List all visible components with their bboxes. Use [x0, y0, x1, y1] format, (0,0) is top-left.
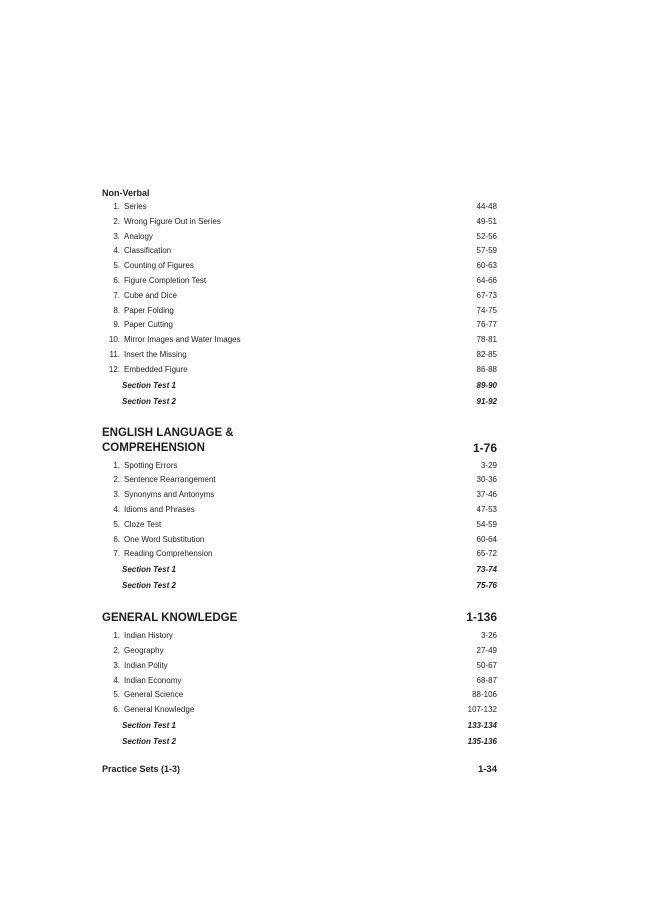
english-items	[102, 459, 497, 563]
item-label: Wrong Figure Out in Series	[124, 216, 221, 226]
section-test-row	[102, 734, 497, 750]
item-number: 4.	[113, 504, 120, 514]
list-item	[102, 304, 497, 319]
list-item	[102, 688, 497, 703]
item-label: Insert the Missing	[124, 349, 187, 359]
item-number: 6.	[113, 275, 120, 285]
list-item	[102, 244, 497, 259]
nonverbal-items	[102, 200, 497, 378]
item-pages: 64-66	[476, 275, 497, 285]
item-label: Reading Comprehension	[124, 549, 213, 559]
item-number: 6.	[113, 534, 120, 544]
list-item	[102, 473, 497, 488]
item-number: 2.	[113, 216, 120, 226]
section-test-row	[102, 394, 497, 410]
list-item	[102, 547, 497, 562]
item-pages: 68-87	[476, 675, 497, 685]
item-label: Mirror Images and Water Images	[124, 335, 241, 345]
item-number: 5.	[113, 690, 120, 700]
gk-items	[102, 629, 497, 718]
item-number: 5.	[113, 261, 120, 271]
list-item	[102, 289, 497, 304]
section-test-row	[102, 718, 497, 734]
list-item	[102, 318, 497, 333]
item-pages: 54-59	[476, 519, 497, 529]
item-number: 12.	[108, 364, 120, 374]
list-item	[102, 518, 497, 533]
list-item	[102, 348, 497, 363]
gk-pages: 1-136	[466, 610, 497, 625]
item-number: 8.	[113, 305, 120, 315]
list-item	[102, 215, 497, 230]
item-pages: 88-106	[472, 690, 497, 700]
item-pages: 60-64	[476, 534, 497, 544]
english-pages: 1-76	[472, 440, 497, 455]
section-test-row	[102, 578, 497, 594]
list-item	[102, 488, 497, 503]
list-item	[102, 459, 497, 474]
item-number: 4.	[113, 675, 120, 685]
item-pages: 3-29	[480, 460, 497, 470]
english-title-line1: ENGLISH LANGUAGE &	[102, 426, 234, 439]
section-test-label: Section Test 2	[122, 581, 176, 591]
nonverbal-heading: Non-Verbal	[102, 188, 150, 198]
english-title	[102, 426, 234, 456]
item-pages: 37-46	[476, 490, 497, 500]
item-pages: 86-88	[476, 364, 497, 374]
item-label: General Knowledge	[124, 705, 195, 715]
section-test-pages: 91-92	[476, 396, 497, 406]
item-label: Geography	[124, 645, 164, 655]
list-item	[102, 533, 497, 548]
gk-title-row	[102, 610, 497, 626]
list-item	[102, 333, 497, 348]
item-pages: 30-36	[476, 475, 497, 485]
item-label: Indian History	[124, 631, 173, 641]
section-test-label: Section Test 1	[122, 565, 176, 575]
item-label: Paper Cutting	[124, 320, 173, 330]
item-pages: 107-132	[467, 705, 497, 715]
english-tests	[102, 562, 497, 594]
item-pages: 52-56	[476, 231, 497, 241]
section-test-label: Section Test 1	[122, 720, 176, 730]
item-pages: 67-73	[476, 290, 497, 300]
item-pages: 60-63	[476, 261, 497, 271]
item-number: 7.	[113, 549, 120, 559]
item-pages: 47-53	[476, 504, 497, 514]
item-number: 11.	[109, 349, 120, 359]
item-label: Idioms and Phrases	[124, 504, 195, 514]
item-pages: 27-49	[476, 645, 497, 655]
list-item	[102, 274, 497, 289]
section-test-pages: 133-134	[467, 720, 497, 730]
item-number: 3.	[113, 231, 120, 241]
gk-title: GENERAL KNOWLEDGE	[102, 612, 238, 625]
item-label: Figure Completion Test	[124, 275, 207, 285]
item-label: Analogy	[124, 231, 153, 241]
gk-tests	[102, 718, 497, 750]
section-test-pages: 89-90	[476, 380, 497, 390]
practice-sets-label: Practice Sets (1-3)	[102, 763, 181, 774]
item-number: 2.	[113, 475, 120, 485]
nonverbal-tests	[102, 378, 497, 410]
item-label: Paper Folding	[124, 305, 174, 315]
list-item	[102, 659, 497, 674]
item-pages: 76-77	[476, 320, 497, 330]
item-pages: 78-81	[476, 335, 497, 345]
item-label: Spotting Errors	[124, 460, 178, 470]
section-test-row	[102, 378, 497, 394]
item-number: 1.	[113, 631, 120, 641]
item-number: 9.	[113, 320, 120, 330]
item-pages: 57-59	[476, 246, 497, 256]
list-item	[102, 230, 497, 245]
list-item	[102, 363, 497, 378]
item-label: Indian Polity	[124, 660, 168, 670]
item-label: One Word Substitution	[124, 534, 205, 544]
practice-sets-pages: 1-34	[477, 763, 497, 775]
list-item	[102, 503, 497, 518]
item-label: General Science	[124, 690, 184, 700]
item-pages: 49-51	[476, 216, 497, 226]
list-item	[102, 644, 497, 659]
list-item	[102, 629, 497, 644]
section-test-label: Section Test 2	[122, 396, 176, 406]
list-item	[102, 259, 497, 274]
item-label: Series	[124, 202, 147, 211]
nonverbal-section	[102, 186, 497, 410]
item-number: 7.	[113, 290, 120, 300]
item-label: Classification	[124, 246, 172, 256]
english-section	[102, 426, 497, 595]
item-label: Synonyms and Antonyms	[124, 490, 215, 500]
english-title-row	[102, 426, 497, 456]
item-number: 1.	[113, 460, 120, 470]
item-pages: 44-48	[476, 202, 497, 211]
item-label: Embedded Figure	[124, 364, 188, 374]
item-number: 10.	[108, 335, 120, 345]
section-test-pages: 73-74	[476, 565, 497, 575]
item-number: 2.	[113, 645, 120, 655]
item-number: 4.	[113, 246, 120, 256]
practice-sets-row	[102, 764, 497, 775]
item-number: 5.	[113, 519, 120, 529]
section-test-pages: 135-136	[467, 736, 497, 746]
item-label: Sentence Rearrangement	[124, 475, 216, 485]
item-label: Cube and Dice	[124, 290, 177, 300]
item-pages: 50-67	[476, 660, 497, 670]
list-item	[102, 200, 497, 215]
gk-section	[102, 610, 497, 750]
item-label: Counting of Figures	[124, 261, 194, 271]
item-pages: 82-85	[476, 349, 497, 359]
item-label: Cloze Test	[124, 519, 162, 529]
item-pages: 3-26	[480, 631, 497, 641]
table-of-contents	[102, 186, 497, 775]
item-pages: 74-75	[476, 305, 497, 315]
item-label: Indian Economy	[124, 675, 182, 685]
list-item	[102, 674, 497, 689]
list-item	[102, 703, 497, 718]
item-number: 1.	[113, 202, 120, 211]
item-number: 6.	[113, 705, 120, 715]
section-test-label: Section Test 1	[122, 380, 176, 390]
section-test-label: Section Test 2	[122, 736, 176, 746]
section-test-row	[102, 562, 497, 578]
english-title-line2: COMPREHENSION	[102, 441, 205, 454]
item-number: 3.	[113, 660, 120, 670]
item-number: 3.	[113, 490, 120, 500]
section-test-pages: 75-76	[476, 581, 497, 591]
item-pages: 65-72	[476, 549, 497, 559]
